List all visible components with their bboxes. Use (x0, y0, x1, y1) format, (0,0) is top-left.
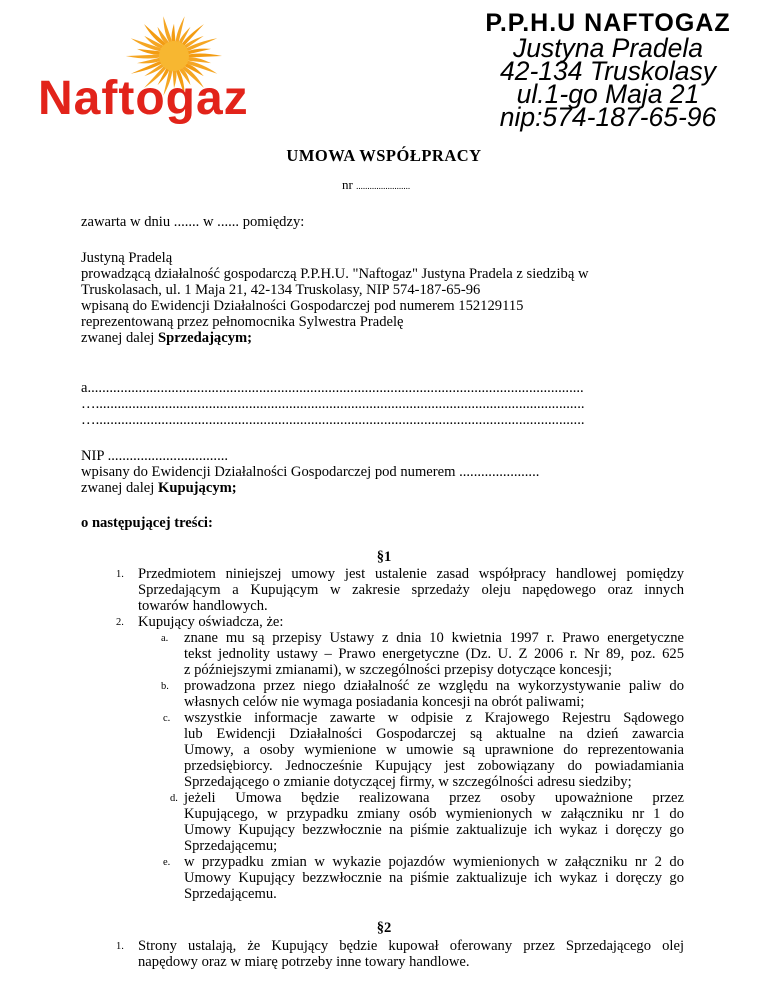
company-owner: Justyna Pradela (512, 33, 704, 63)
buyer-registry: wpisany do Ewidencji Działalności Gospodarczej pod numerem ...................... (81, 464, 540, 480)
s1-item-c-line-4: przedsiębiorcy. Jednocześnie Kupujący jest zobowiązany do powiadamiania (184, 758, 684, 774)
document-number (342, 177, 410, 193)
logo-text: Naftogaz (38, 72, 249, 125)
s2-point-1-number: 1. (116, 941, 124, 952)
document-title: UMOWA WSPÓŁPRACY (286, 146, 482, 165)
s1-item-e-line-1: w przypadku zmian w wykazie pojazdów wymienionych w załączniku nr 2 do (184, 854, 684, 870)
seller-representative: reprezentowaną przez pełnomocnika Sylwestra Pradelę (81, 314, 404, 330)
s1-item-e-line-2: Umowy Kupujący bezzwłocznie na piśmie zaktualizuje ich wykaz i doręczy go (184, 870, 684, 886)
buyer-dots-3: …...................................................................................................................................... (81, 412, 585, 428)
buyer-called-prefix: zwanej dalej (81, 480, 158, 496)
s1-item-c-letter: c. (163, 713, 171, 724)
s1-item-b-line-1: prowadzona przez niego działalność ze względu na wykorzystywanie paliw do (184, 678, 684, 694)
s1-item-a-line-2: tekst jednolity ustawy – Prawo energetyczne (Dz. U. Z 2006 r. Nr 89, poz. 625 (184, 646, 684, 662)
s1-point-2-line-1: Kupujący oświadcza, że: (138, 614, 284, 630)
s1-point-1-line-1: Przedmiotem niniejszej umowy jest ustalenie zasad współpracy handlowej pomiędzy (138, 566, 684, 582)
s2-point-1-line-1: Strony ustalają, że Kupujący będzie kupował oferowany przez Sprzedającego olej (138, 938, 684, 954)
s1-item-e-letter: e. (163, 857, 171, 868)
s1-item-a-line-3: z późniejszymi zmianami), w szczególności przepisy dotyczące koncesji; (184, 662, 612, 678)
company-postal: 42-134 Truskolasy (499, 56, 717, 86)
s1-item-d-line-4: Sprzedającemu; (184, 838, 278, 854)
s1-item-c-line-5: Sprzedającego o zmianie dotyczącej firmy, w szczególności adresu siedziby; (184, 774, 632, 790)
document-number-dots: ........................ (356, 181, 411, 191)
seller-registry: wpisaną do Ewidencji Działalności Gospodarczej pod numerem 152129115 (81, 298, 524, 314)
section-2-heading: §2 (376, 920, 392, 936)
s1-item-d-line-3: Umowy Kupujący bezzwłocznie na piśmie zaktualizuje ich wykaz i doręczy go (184, 822, 684, 838)
sun-ray (172, 24, 176, 42)
s1-point-1-line-2: Sprzedającym a Kupującym w zakresie sprzedaży oleju napędowego oraz innych (138, 582, 684, 598)
buyer-dots-2: …...................................................................................................................................... (81, 396, 585, 412)
sun-ray (188, 54, 222, 58)
seller-business: prowadzącą działalność gospodarczą P.P.H.U. "Naftogaz" Justyna Pradela z siedzibą w (81, 266, 589, 282)
s1-point-1-number: 1. (116, 569, 124, 580)
buyer-dots-1: a........................................................................................................................................ (81, 380, 584, 396)
section-1-heading: §1 (376, 549, 392, 565)
s1-point-2-number: 2. (116, 617, 124, 628)
seller-called-term: Sprzedającym; (157, 330, 253, 346)
s1-item-a-line-1: znane mu są przepisy Ustawy z dnia 10 kwietnia 1997 r. Prawo energetyczne (184, 630, 684, 646)
buyer-nip: NIP ................................. (81, 448, 229, 464)
s1-item-a-letter: a. (161, 633, 169, 644)
s1-point-1-line-3: towarów handlowych. (138, 598, 268, 614)
s1-item-d-letter: d. (170, 793, 178, 804)
seller-name: Justyną Pradelą (81, 250, 173, 266)
s1-item-b-letter: b. (161, 681, 169, 692)
s1-item-d-line-1: jeżeli Umowa będzie realizowana przez osoby upoważnione przez (184, 790, 684, 806)
buyer-called (81, 480, 237, 496)
s1-item-d-line-2: Kupującego, w przypadku zmiany osób wymienionych w załączniku nr 1 do (184, 806, 684, 822)
s1-item-e-line-3: Sprzedającemu. (184, 886, 277, 902)
buyer-called-term: Kupującym; (157, 480, 237, 496)
seller-called (81, 330, 252, 346)
s1-item-c-line-2: lub Ewidencji Działalności Gospodarczej są aktualne na dzień zawarcia (184, 726, 684, 742)
sun-ray (126, 54, 160, 58)
seller-called-prefix: zwanej dalej (81, 330, 158, 346)
company-street: ul.1-go Maja 21 (516, 79, 700, 109)
seller-address: Truskolasach, ul. 1 Maja 21, 42-134 Truskolasy, NIP 574-187-65-96 (81, 282, 481, 298)
intro-line: zawarta w dniu ....... w ...... pomiędzy: (81, 214, 305, 230)
document-number-label: nr (342, 177, 357, 192)
s1-item-c-line-3: Umowy, a osoby wymienione w umowie są uprawnione do reprezentowania (184, 742, 684, 758)
s1-item-c-line-1: wszystkie informacje zawarte w odpisie z Krajowego Rejestru Sądowego (184, 710, 684, 726)
s1-item-b-line-2: własnych celów nie wymaga posiadania koncesji na obrót paliwami; (184, 694, 585, 710)
company-name: P.P.H.U NAFTOGAZ (485, 9, 731, 37)
content-heading: o następującej treści: (81, 515, 213, 531)
s2-point-1-line-2: napędowy oraz w miarę potrzeby inne towary handlowe. (138, 954, 470, 970)
company-nip: nip:574-187-65-96 (499, 102, 717, 132)
